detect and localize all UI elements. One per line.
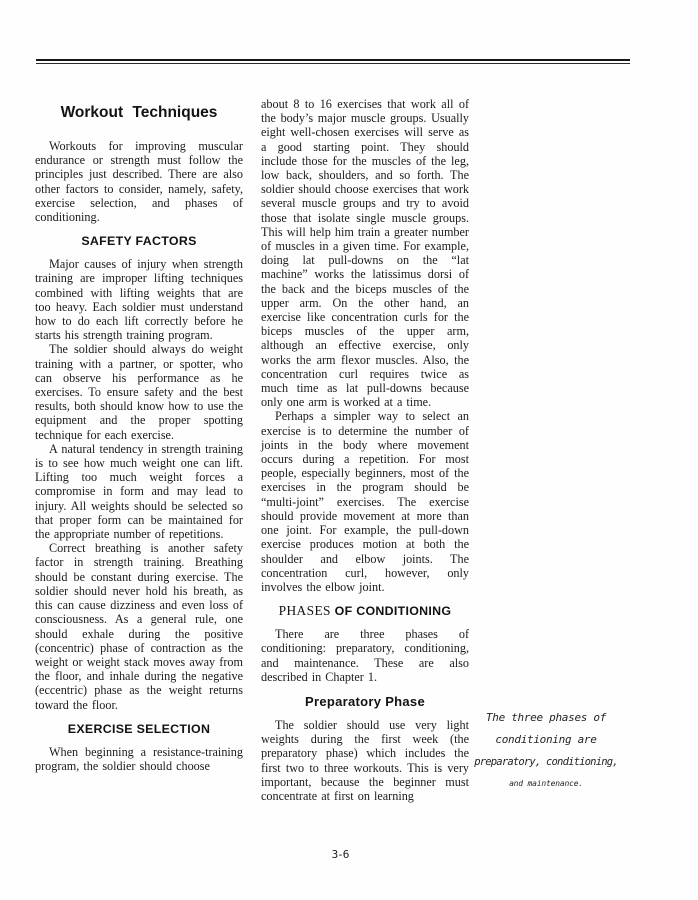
margin-annotation-line: The three phases of: [485, 711, 607, 724]
paragraph-exercise-3: Perhaps a simpler way to select an exercise is to determine the number of joints in the body where movement occurs during a repetition. For most people, especially beginners, most of the exercises in the program should be “multi-joint” exercises. The exercise should provide movement at more than one joint. For example, the pull-down exercise produces motion at both the shoulder and elbow joints. The concentration curl, however, only involves the elbow joint.: [261, 409, 469, 594]
safety-factors-heading: SAFETY FACTORS: [81, 234, 197, 249]
paragraph-safety-2: The soldier should always do weight training with a partner, or spotter, who can observe his performance as he exercises. To ensure safety and the best results, both should know how to use the equipment and the proper spotting technique for each exercise.: [35, 342, 243, 442]
paragraph-phases-1: There are three phases of conditioning: preparatory, conditioning, and maintenance. These are also described in Chapter 1.: [261, 627, 469, 684]
phases-heading-word-bold: OF CONDITIONING: [334, 604, 452, 619]
preparatory-phase-heading: Preparatory Phase: [305, 693, 425, 709]
paragraph-safety-3: A natural tendency in strength training is to see how much weight one can lift. Lifting too much weight forces a compromise in form and may lead to injury. All weights should be selected so that proper form can be maintained for the appropriate number of repetitions.: [35, 441, 243, 542]
left-column: [35, 97, 243, 803]
paragraph-safety-1: Major causes of injury when strength training are improper lifting techniques combined with lifting weights that are too heavy. Each soldier must understand how to do each lift correctly before he starts his strength training program.: [35, 257, 243, 343]
header-rule: [36, 59, 630, 64]
margin-annotation-line: preparatory, conditioning,: [474, 756, 618, 768]
margin-annotation-line: and maintenance.: [509, 779, 583, 788]
page-number: 3-6: [331, 848, 349, 861]
paragraph-safety-4: Correct breathing is another safety factor in strength training. Breathing should be constant during exercise. The soldier should never hold his breath, as this can cause dizziness and even loss of consciousness. As a general rule, one should exhale during the positive (concentric) phase of contraction as the weight or weight stack moves away from the floor, and inhale during the negative (eccentric) phase as the weight returns toward the floor.: [35, 541, 243, 712]
paragraph-exercise-1: When beginning a resistance-training program, the soldier should choose: [35, 744, 243, 773]
margin-annotation-line: conditioning are: [495, 733, 597, 746]
section-title: Workout Techniques: [60, 104, 218, 121]
paragraph-exercise-2: about 8 to 16 exercises that work all of the body’s major muscle groups. Usually eight well-chosen exercises will serve as a good starting point. They should include those for the muscles of the leg, low back, shoulders, and so forth. The soldier should choose exercises that work several muscle groups and try to avoid those that isolate single muscle groups. This will help him train a greater number of muscles in a given time. For example, doing lat pull-downs on the “lat machine” works the latissimus dorsi of the back and the biceps muscles of the upper arm. On the other hand, an exercise like concentration curls for the biceps muscles of the upper arm, although an effective exercise, only works the arm flexor muscles. Also, the concentration curl requires twice as much time as lat pull-downs because only one arm is worked at a time.: [261, 97, 469, 410]
paragraph-intro: Workouts for improving muscular endurance or strength must follow the principles just described. There are also other factors to consider, namely, safety, exercise selection, and phases of conditioning.: [35, 139, 243, 225]
margin-annotation: [462, 711, 630, 791]
exercise-selection-heading: EXERCISE SELECTION: [67, 721, 211, 736]
phases-heading-word-serif: PHASES: [278, 603, 331, 619]
phases-of-conditioning-heading: [261, 604, 469, 618]
right-column: [261, 97, 469, 803]
paragraph-preparatory-1: The soldier should use very light weights during the first week (the preparatory phase) which includes the first two to three workouts. This is very important, because the beginner must concentrate at first on learning: [261, 717, 469, 803]
page-columns: [35, 97, 469, 803]
